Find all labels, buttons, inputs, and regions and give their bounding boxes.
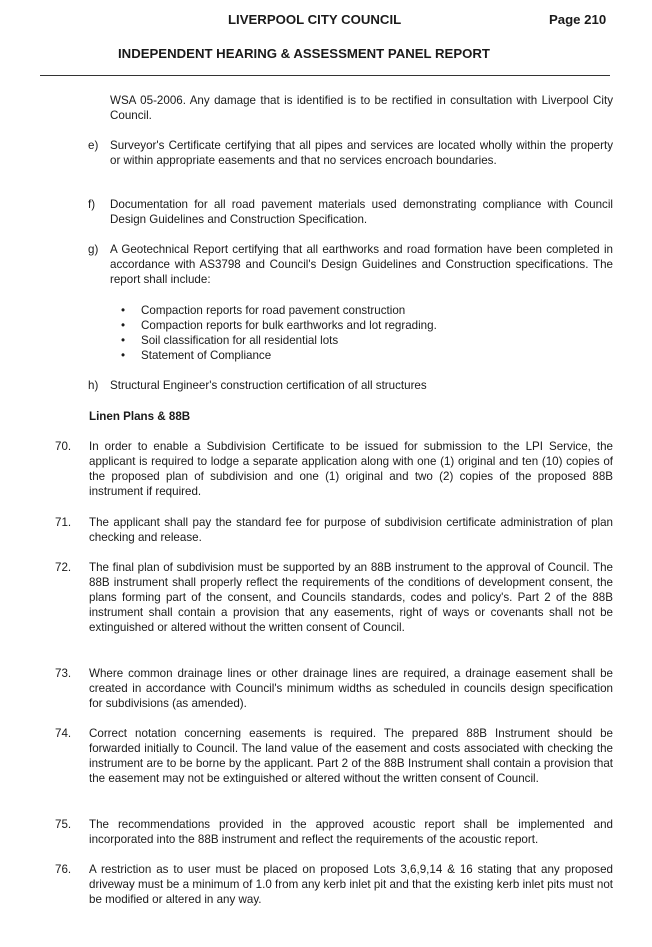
bullet-icon: • (121, 349, 126, 362)
condition-number: 71. (55, 516, 72, 529)
bullet-icon: • (121, 319, 126, 332)
item-label-h: h) (88, 379, 99, 392)
bullet-item: Compaction reports for road pavement construction (141, 304, 406, 317)
condition-number: 73. (55, 667, 72, 680)
bullet-icon: • (121, 334, 126, 347)
condition-number: 75. (55, 818, 72, 831)
condition-number: 72. (55, 561, 72, 574)
item-text-g: A Geotechnical Report certifying that all earthworks and road formation have been completed in accordance with AS3798 and Council's Design Guidelines and Construction specifications. The report shall include: (110, 243, 613, 286)
section-heading: Linen Plans & 88B (89, 410, 191, 423)
condition-text: In order to enable a Subdivision Certificate to be issued for submission to the LPI Service, the applicant is required to lodge a separate application along with one (1) original and ten (10) copies of the proposed plan of subdivision and one (1) original and two (2) copies of the proposed 88B instrument if required. (89, 440, 613, 498)
council-name: LIVERPOOL CITY COUNCIL (228, 12, 402, 27)
bullet-item: Statement of Compliance (141, 349, 272, 362)
condition-text: The final plan of subdivision must be supported by an 88B instrument to the approval of Council. The 88B instrument shall properly reflect the requirements of the conditions of development consent, the plans forming part of the consent, and Councils standards, codes and policy's. Part 2 of the 88B instrument shall contain a provision that any easements, right of ways or covenants shall not be extinguished or altered without the written consent of Council. (89, 561, 613, 634)
bullet-item: Soil classification for all residential lots (141, 334, 339, 347)
condition-number: 70. (55, 440, 72, 453)
condition-text: The applicant shall pay the standard fee for purpose of subdivision certificate administration of plan checking and release. (89, 516, 613, 544)
item-label-e: e) (88, 139, 99, 152)
bullet-icon: • (121, 304, 126, 317)
item-text-f: Documentation for all road pavement materials used demonstrating compliance with Council Design Guidelines and Construction Specification. (110, 198, 613, 226)
continuation-text: WSA 05-2006. Any damage that is identified is to be rectified in consultation with Liverpool City Council. (110, 94, 613, 122)
header-divider (40, 75, 610, 76)
condition-text: The recommendations provided in the approved acoustic report shall be implemented and incorporated into the 88B instrument and reflect the requirements of the acoustic report. (89, 818, 613, 846)
page-number: Page 210 (549, 12, 607, 27)
condition-number: 76. (55, 863, 72, 876)
item-label-g: g) (88, 243, 99, 256)
bullet-item: Compaction reports for bulk earthworks and lot regrading. (141, 319, 437, 332)
condition-text: A restriction as to user must be placed on proposed Lots 3,6,9,14 & 16 stating that any proposed driveway must be a minimum of 1.0 from any kerb inlet pit and that the existing kerb inlet pits must not be modified or altered in any way. (89, 863, 613, 906)
condition-text: Correct notation concerning easements is required. The prepared 88B Instrument should be forwarded initially to Council. The land value of the easement and costs associated with checking the instrument are to be borne by the applicant. Part 2 of the 88B Instrument shall contain a provision that the easement may not be extinguished or altered without the written consent of Council. (89, 727, 613, 785)
condition-text: Where common drainage lines or other drainage lines are required, a drainage easement shall be created in accordance with Council's minimum widths as scheduled in councils design specification for subdivisions (as amended). (89, 667, 613, 710)
report-title: INDEPENDENT HEARING & ASSESSMENT PANEL REPORT (118, 46, 490, 61)
item-label-f: f) (88, 198, 96, 211)
item-text-e: Surveyor's Certificate certifying that all pipes and services are located wholly within the property or within appropriate easements and that no services encroach boundaries. (110, 139, 613, 167)
condition-number: 74. (55, 727, 72, 740)
item-text-h: Structural Engineer's construction certification of all structures (110, 379, 427, 392)
